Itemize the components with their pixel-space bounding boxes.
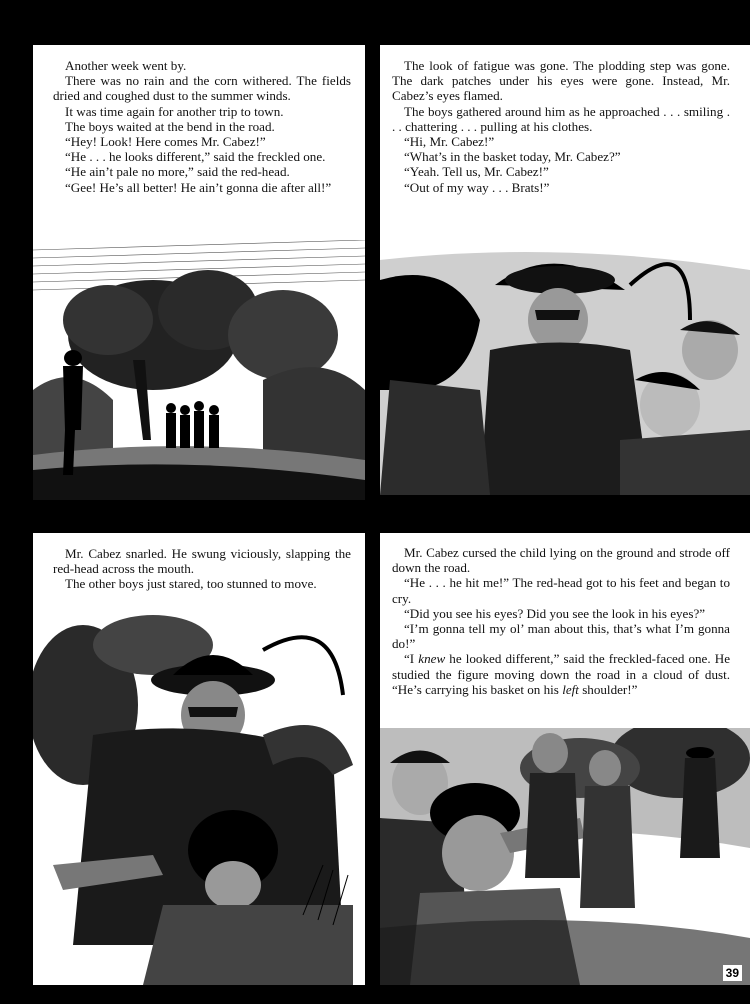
caption-paragraph: “He . . . he looks different,” said the freckled one. bbox=[65, 149, 326, 165]
caption-paragraph: “He ain’t pale no more,” said the red-head. bbox=[65, 164, 290, 180]
illustration-cabez-slaps-boy bbox=[33, 615, 365, 985]
caption-paragraph: “Hi, Mr. Cabez!” bbox=[404, 134, 495, 150]
caption-paragraph: “He . . . he hit me!” The red-head got to his feet and began to cry. bbox=[392, 575, 730, 606]
caption-text: he looked different,” said the freckled-faced one. He studied the figure moving down the road in a cloud of dust. “He’s carrying his basket on his bbox=[392, 651, 731, 697]
caption-paragraph bbox=[392, 651, 730, 697]
caption-paragraph: The other boys just stared, too stunned to move. bbox=[65, 576, 317, 592]
caption-paragraph: “Did you see his eyes? Did you see the look in his eyes?” bbox=[404, 605, 706, 621]
caption-paragraph: There was no rain and the corn withered. The fields dried and coughed dust to the summer winds. bbox=[53, 73, 351, 104]
panel-4-text bbox=[380, 533, 750, 697]
caption-paragraph: The look of fatigue was gone. The plodding step was gone. The dark patches under his eyes were gone. Instead, Mr. Cabez’s eyes flamed. bbox=[392, 58, 730, 104]
caption-paragraph: It was time again for another trip to town. bbox=[65, 103, 284, 119]
caption-paragraph: “Gee! He’s all better! He ain’t gonna die after all!” bbox=[65, 179, 332, 195]
caption-text: shoulder!” bbox=[578, 681, 638, 697]
caption-paragraph: “I’m gonna tell my ol’ man about this, that’s what I’m gonna do!” bbox=[392, 621, 730, 652]
illustration-boys-surround-cabez bbox=[380, 240, 750, 495]
caption-paragraph: The boys gathered around him as he approached . . . smiling . . . chattering . . . pulling at his clothes. bbox=[392, 103, 730, 134]
caption-paragraph: Another week went by. bbox=[65, 58, 187, 73]
caption-paragraph: Mr. Cabez cursed the child lying on the ground and strode off down the road. bbox=[392, 545, 730, 576]
caption-emphasis: knew bbox=[418, 651, 446, 667]
panel-2 bbox=[380, 45, 750, 495]
panel-3-text bbox=[33, 533, 365, 592]
illustration-boys-watch-cabez-leave bbox=[380, 728, 750, 985]
caption-paragraph: “What’s in the basket today, Mr. Cabez?” bbox=[404, 149, 621, 165]
caption-paragraph: Mr. Cabez snarled. He swung viciously, slapping the red-head across the mouth. bbox=[53, 546, 351, 577]
panel-4 bbox=[380, 533, 750, 985]
panel-1 bbox=[33, 45, 365, 500]
page-number: 39 bbox=[723, 965, 742, 981]
caption-emphasis: left bbox=[562, 681, 579, 697]
panel-1-text bbox=[33, 45, 365, 195]
caption-paragraph: “Out of my way . . . Brats!” bbox=[404, 179, 550, 195]
caption-paragraph: “Yeah. Tell us, Mr. Cabez!” bbox=[404, 164, 549, 180]
caption-paragraph: The boys waited at the bend in the road. bbox=[65, 118, 275, 134]
caption-paragraph: “Hey! Look! Here comes Mr. Cabez!” bbox=[65, 134, 266, 150]
caption-text: “I bbox=[404, 651, 419, 667]
panel-2-text bbox=[380, 45, 750, 195]
illustration-road-bend bbox=[33, 240, 365, 500]
panel-3 bbox=[33, 533, 365, 985]
